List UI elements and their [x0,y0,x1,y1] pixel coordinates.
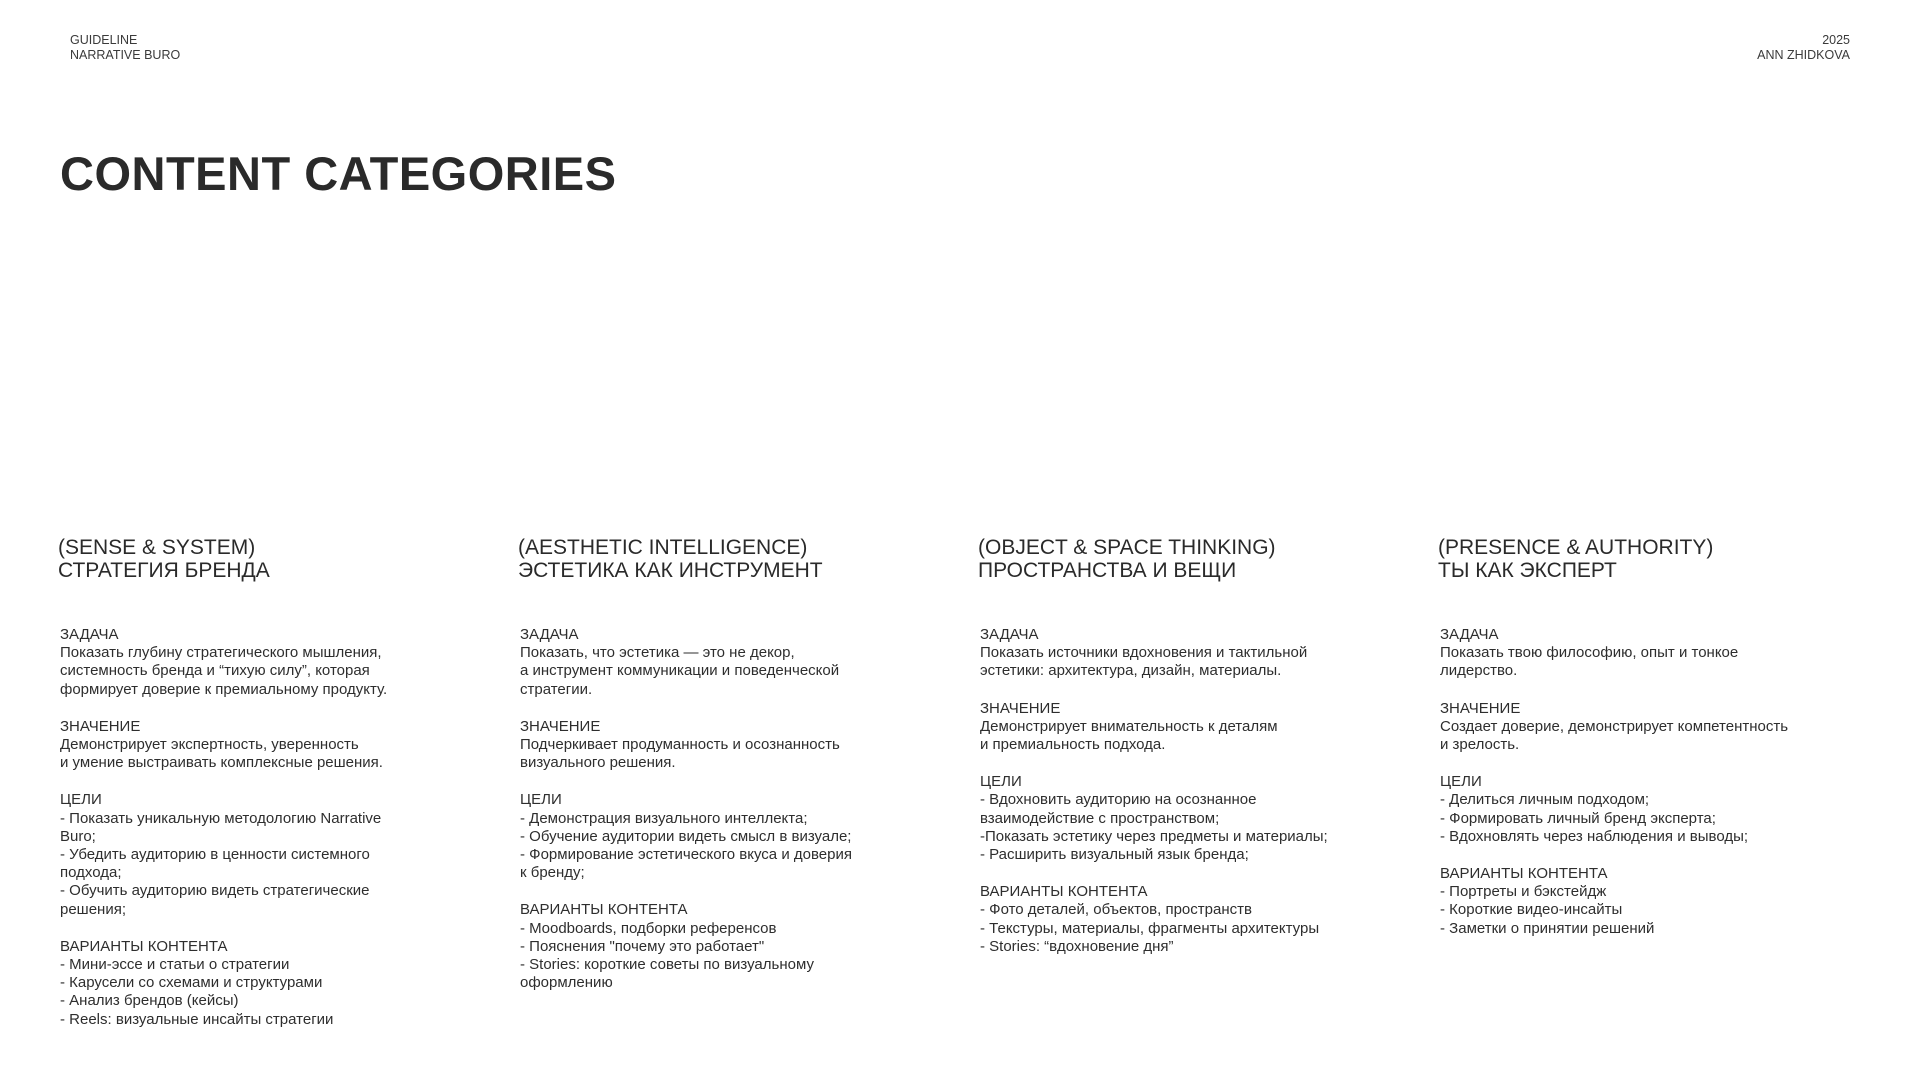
category-subtitle: (SENSE & SYSTEM) [58,536,256,559]
category-subtitle: (OBJECT & SPACE THINKING) [978,536,1276,559]
goals-section [1440,773,1838,846]
category-subtitle: (AESTHETIC INTELLIGENCE) [518,536,808,559]
goal-item: - Демонстрация визуального интеллекта; [520,809,808,827]
category-heading [58,536,458,582]
meaning-label: ЗНАЧЕНИЕ [520,717,601,735]
content-section [520,901,918,992]
goal-item: - Показать уникальную методологию Narrative Buro; [60,809,382,845]
meaning-section [520,718,918,773]
content-variants-list [980,901,1378,956]
meaning-text: Демонстрирует внимательность к деталям и премиальность подхода. [980,717,1278,754]
task-label: ЗАДАЧА [520,626,579,643]
meaning-label: ЗНАЧЕНИЕ [1440,699,1521,717]
goal-item: - Обучение аудитории видеть смысл в визуале; [520,827,852,845]
task-text: Показать, что эстетика — это не декор, а инструмент коммуникации и поведенческой стратегии. [520,644,840,698]
goal-item: - Формирование эстетического вкуса и доверия к бренду; [520,846,852,882]
meaning-label: ЗНАЧЕНИЕ [980,699,1061,717]
content-variants-label: ВАРИАНТЫ КОНТЕНТА [520,901,688,919]
content-variant-item: - Заметки о принятии решений [1440,919,1655,937]
meaning-section [980,700,1378,755]
goals-list [60,810,458,919]
goal-item: -Показать эстетику через предметы и материалы; [980,827,1328,845]
category-heading [518,536,918,582]
category-title: ТЫ КАК ЭКСПЕРТ [1438,559,1617,582]
goals-list [980,791,1378,864]
category-column [58,536,458,1048]
task-text: Показать источники вдохновения и тактильной эстетики: архитектура, дизайн, материалы. [980,644,1308,680]
goal-item: - Делиться личным подходом; [1440,791,1650,809]
task-label: ЗАДАЧА [1440,626,1499,643]
header-right [1757,33,1850,63]
meaning-section [1440,700,1838,755]
meaning-label: ЗНАЧЕНИЕ [60,717,141,735]
content-variant-item: - Фото деталей, объектов, пространств [980,901,1252,919]
content-variant-item: - Текстуры, материалы, фрагменты архитектуры [980,919,1320,937]
author-label: ANN ZHIDKOVA [1757,48,1850,62]
content-section [60,938,458,1029]
task-text: Показать твою философию, опыт и тонкое лидерство. [1440,644,1739,680]
content-variants-label: ВАРИАНТЫ КОНТЕНТА [60,937,228,955]
task-section [980,626,1378,681]
category-column [978,536,1378,975]
goal-item: - Вдохновлять через наблюдения и выводы; [1440,827,1749,845]
meaning-text: Подчеркивает продуманность и осознанность визуального решения. [520,736,840,772]
content-variants-label: ВАРИАНТЫ КОНТЕНТА [980,883,1148,901]
category-column [1438,536,1838,957]
goals-section [520,791,918,882]
goals-list [1440,791,1838,846]
task-label: ЗАДАЧА [980,626,1039,643]
goals-section [60,791,458,918]
goals-label: ЦЕЛИ [1440,773,1482,791]
content-variant-item: - Карусели со схемами и структурами [60,974,323,992]
category-title: ПРОСТРАНСТВА И ВЕЩИ [978,559,1237,582]
content-variant-item: - Moodboards, подборки референсов [520,919,777,937]
content-variants-list [520,920,918,993]
content-variant-item: - Мини-эссе и статьи о стратегии [60,956,290,974]
meaning-section [60,718,458,773]
goals-section [980,773,1378,864]
year-label: 2025 [1822,33,1850,47]
task-label: ЗАДАЧА [60,626,119,643]
category-title: СТРАТЕГИЯ БРЕНДА [58,559,270,582]
guideline-label: GUIDELINE [70,33,138,47]
content-variant-item: - Пояснения "почему это работает" [520,937,765,955]
goals-label: ЦЕЛИ [520,791,562,809]
category-heading [978,536,1378,582]
category-column [518,536,918,1011]
goals-list [520,810,918,883]
content-section [1440,865,1838,938]
goal-item: - Расширить визуальный язык бренда; [980,846,1249,864]
content-variants-label: ВАРИАНТЫ КОНТЕНТА [1440,865,1608,883]
goal-item: - Формировать личный бренд эксперта; [1440,809,1716,827]
content-variant-item: - Reels: визуальные инсайты стратегии [60,1010,334,1028]
task-section [60,626,458,699]
content-variant-item: - Портреты и бэкстейдж [1440,883,1607,901]
goal-item: - Вдохновить аудиторию на осознанное взаимодействие с пространством; [980,791,1257,827]
content-variants-list [1440,883,1838,938]
category-title: ЭСТЕТИКА КАК ИНСТРУМЕНТ [518,559,823,582]
content-variants-list [60,956,458,1029]
task-section [520,626,918,699]
content-section [980,883,1378,956]
category-heading [1438,536,1838,582]
content-variant-item: - Анализ брендов (кейсы) [60,992,239,1010]
task-text: Показать глубину стратегического мышления, системность бренда и “тихую силу”, которая формирует доверие к премиальному продукту. [60,644,388,698]
meaning-text: Создает доверие, демонстрирует компетентность и зрелость. [1440,717,1789,754]
content-variant-item: - Короткие видео-инсайты [1440,901,1623,919]
goal-item: - Убедить аудиторию в ценности системного подхода; [60,846,370,882]
content-variant-item: - Stories: короткие советы по визуальному оформлению [520,956,814,992]
content-variant-item: - Stories: “вдохновение дня” [980,937,1174,955]
goals-label: ЦЕЛИ [980,773,1022,791]
meaning-text: Демонстрирует экспертность, уверенность и умение выстраивать комплексные решения. [60,736,383,772]
category-subtitle: (PRESENCE & AUTHORITY) [1438,536,1714,559]
goal-item: - Обучить аудиторию видеть стратегические решения; [60,882,370,918]
header-left [70,33,180,63]
goals-label: ЦЕЛИ [60,791,102,809]
page-title: CONTENT CATEGORIES [60,147,617,200]
brand-label: NARRATIVE BURO [70,48,181,62]
task-section [1440,626,1838,681]
